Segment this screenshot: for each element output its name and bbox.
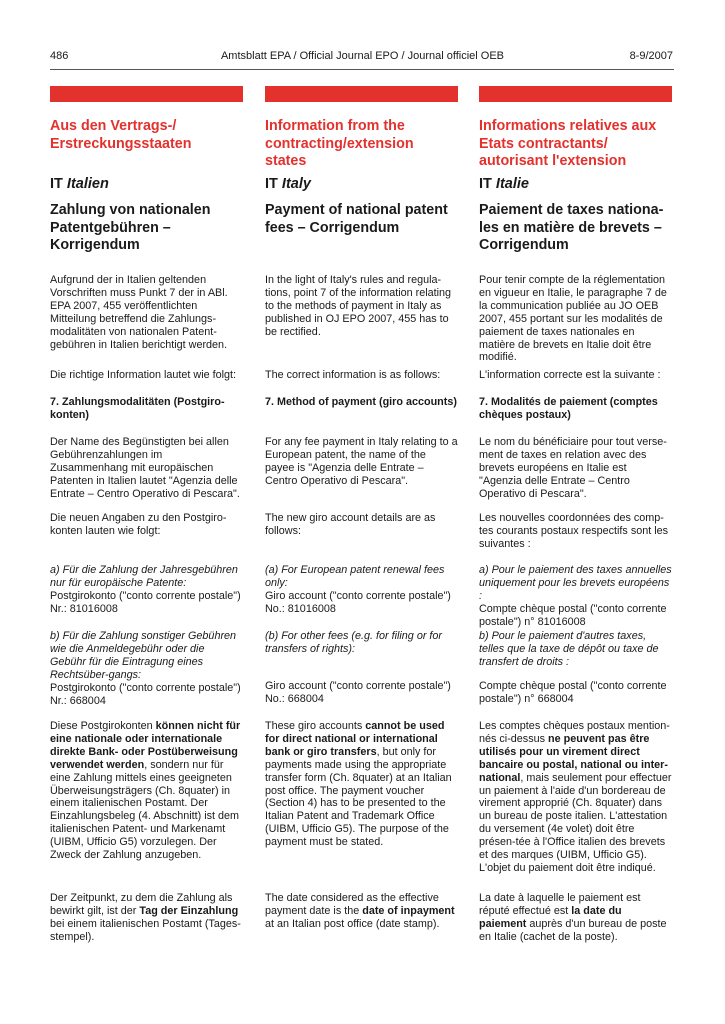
correct-info-line: L'information correcte est la suivante : xyxy=(479,369,661,381)
usage-text-start: Diese Postgirokonten xyxy=(50,720,156,732)
option-b-account: Postgirokonto ("conto corrente postale") Nr.: 668004 xyxy=(50,681,241,707)
country-code: IT xyxy=(265,176,278,192)
intro-paragraph: In the light of Italy's rules and regula-tions, point 7 of the information relating to the methods of payment in Italy as published in OJ EPO 2007, 455 has to be rectified. xyxy=(265,274,452,338)
date-paragraph xyxy=(479,892,672,944)
date-text-end: bei einem italienischen Postamt (Tages-stempel). xyxy=(50,917,241,943)
option-a-label: (a) For European patent renewal fees only: xyxy=(265,564,445,589)
option-b-label-text: (b) For other fees (e.g. for filing or for transfers of rights): xyxy=(265,630,443,655)
header-rule xyxy=(50,69,674,70)
usage-text-bold: cannot be used for direct national or international bank or giro transfers xyxy=(265,720,445,758)
section-heading: Aus den Vertrags-/ Erstreckungsstaaten xyxy=(50,118,192,152)
option-a-account: Postgirokonto ("conto corrente postale") Nr.: 81016008 xyxy=(50,589,241,615)
point-7-heading: 7. Zahlungsmodalitäten (Postgiro-konten) xyxy=(50,396,225,421)
article-title: Paiement de taxes nationa-les en matière de brevets – Corrigendum xyxy=(479,202,664,253)
date-text-start: La date à laquelle le paiement est réputé effectué est xyxy=(479,892,641,917)
country-name: Italien xyxy=(66,176,109,192)
issue-number: 8-9/2007 xyxy=(629,50,673,62)
option-a xyxy=(265,564,458,616)
option-b-label: b) Für die Zahlung sonstiger Gebühren wie die Anmeldegebühr oder die Gebühr für die Eintragung eines Rechtsüber-gangs: xyxy=(50,630,237,681)
payee-paragraph: Le nom du bénéficiaire pour tout verse-ment de taxes en relation avec des brevets européens en Italie est "Agenzia delle Entrate – Centro Operativo di Pescara". xyxy=(479,436,667,500)
country-heading xyxy=(479,176,672,202)
option-a-account: Giro account ("conto corrente postale") No.: 81016008 xyxy=(265,589,451,615)
usage-paragraph xyxy=(265,720,458,849)
correct-info-line: The correct information is as follows: xyxy=(265,369,441,381)
intro-paragraph: Aufgrund der in Italien geltenden Vorschriften muss Punkt 7 der in ABl. EPA 2007, 455 veröffentlichten Mitteilung betreffend die Zahlungs-modalitäten von nationalen Patent-gebühren in Italien berichtigt werden. xyxy=(50,274,228,351)
page-number: 486 xyxy=(50,50,69,62)
country-code: IT xyxy=(479,176,492,192)
column-english xyxy=(265,86,458,930)
new-details-line: The new giro account details are as follows: xyxy=(265,512,436,537)
date-text-bold: date of inpayment xyxy=(362,904,455,917)
date-text-bold: la date du paiement xyxy=(479,904,622,930)
date-paragraph xyxy=(265,892,458,931)
column-french xyxy=(479,86,672,943)
date-text-start: The date considered as the effective payment date is the xyxy=(265,892,439,917)
option-b xyxy=(50,630,243,707)
payee-paragraph: Der Name des Begünstigten bei allen Gebührenzahlungen im Zusammenhang mit europäischen Patenten in Italien lautet "Agenzia delle Entrate – Centro Operativo di Pescara". xyxy=(50,436,240,500)
section-bar xyxy=(50,86,243,102)
date-text-end: at an Italian post office (date stamp). xyxy=(265,917,440,930)
date-text-end: auprès d'un bureau de poste en Italie (cachet de la poste). xyxy=(479,917,667,943)
usage-text-bold: können nicht für eine nationale oder internationale direkte Bank- oder Postüberweisung verwendet werden xyxy=(50,720,241,771)
option-a-label: a) Pour le paiement des taxes annuelles uniquement pour les brevets européens : xyxy=(479,564,672,602)
intro-paragraph: Pour tenir compte de la réglementation en vigueur en Italie, le paragraphe 7 de la communication publiée au JO OEB 2007, 455 portant sur les modalités de paiement de taxes nationales en matière de brevets en Italie doit être modifié. xyxy=(479,274,667,364)
option-b-account: Compte chèque postal ("conto corrente postale") n° 668004 xyxy=(479,680,667,705)
option-a-account: Compte chèque postal ("conto corrente postale") n° 81016008 xyxy=(479,602,667,628)
usage-text-bold: ne peuvent pas être utilisés pour un virement direct bancaire ou postal, national ou inter-national xyxy=(479,732,668,784)
section-bar xyxy=(265,86,458,102)
point-7-heading: 7. Modalités de paiement (comptes chèques postaux) xyxy=(479,396,658,421)
option-a xyxy=(479,564,672,629)
column-german xyxy=(50,86,243,943)
date-text-bold: Tag der Einzahlung xyxy=(139,904,239,917)
date-paragraph xyxy=(50,892,243,944)
option-b-label-text: b) Pour le paiement d'autres taxes, telles que la taxe de dépôt ou taxe de transfert de droits : xyxy=(479,630,659,668)
country-code: IT xyxy=(50,176,63,192)
usage-text-end: , sondern nur für eine Zahlung mittels eines geeigneten Überweisungsträgers (Ch. 8quater) in einem italienischen Postamt. Der Einzahlungsbeleg (4. Abschnitt) ist dem italienischen Patent- und Markenamt (UIBM, Ufficio G5) vorzulegen. Der Zweck der Zahlung anzugeben. xyxy=(50,758,240,862)
point-7-heading: 7. Method of payment (giro accounts) xyxy=(265,396,457,408)
section-heading: Information from the contracting/extension states xyxy=(265,118,414,169)
usage-text-end: , but only for payments made using the appropriate transfer form (Ch. 8quater) at an Italian post office. The payment voucher (Section 4) has to be presented to the Italian Patent and Trademark Office (UIBM, Ufficio G5). The purpose of the payment must be stated. xyxy=(265,745,452,849)
usage-paragraph xyxy=(479,720,672,875)
usage-text-start: Les comptes chèques postaux mention-nés ci-dessus xyxy=(479,720,670,745)
section-bar xyxy=(479,86,672,102)
option-a xyxy=(50,564,243,616)
correct-info-line: Die richtige Information lautet wie folgt: xyxy=(50,369,237,381)
usage-text-start: These giro accounts xyxy=(265,720,366,732)
new-details-line: Les nouvelles coordonnées des comp-tes courants postaux respectifs sont les suivantes : xyxy=(479,512,669,550)
option-b-account: Giro account ("conto corrente postale") No.: 668004 xyxy=(265,680,451,705)
journal-title: Amtsblatt EPA / Official Journal EPO / Journal officiel OEB xyxy=(220,50,505,62)
section-heading: Informations relatives aux Etats contractants/ autorisant l'extension xyxy=(479,118,657,169)
option-b-label xyxy=(265,630,458,656)
option-a-label: a) Für die Zahlung der Jahresgebühren nur für europäische Patente: xyxy=(50,564,238,589)
date-text-start: Der Zeitpunkt, zu dem die Zahlung als bewirkt gilt, ist der xyxy=(50,892,233,917)
country-heading xyxy=(265,176,458,202)
payee-paragraph: For any fee payment in Italy relating to a European patent, the name of the payee is "Agenzia delle Entrate – Centro Operativo di Pescara". xyxy=(265,436,458,487)
country-heading xyxy=(50,176,243,202)
country-name: Italy xyxy=(281,176,311,192)
article-title: Payment of national patent fees – Corrigendum xyxy=(265,202,448,236)
option-b-label xyxy=(479,630,672,669)
article-title: Zahlung von nationalen Patentgebühren – Korrigendum xyxy=(50,202,211,253)
new-details-line: Die neuen Angaben zu den Postgiro-konten lauten wie folgt: xyxy=(50,512,227,537)
usage-text-end: , mais seulement pour effectuer un paiement à l'aide d'un bordereau de virement approprié (Ch. 8quater) dans un bureau de poste italien. L'attestation du versement (4e volet) doit être présen-tée à l'Office italien des brevets et des marques (UIBM, Ufficio G5). L'objet du paiement doit être indiqué. xyxy=(479,771,672,874)
usage-paragraph xyxy=(50,720,243,862)
country-name: Italie xyxy=(495,176,529,192)
